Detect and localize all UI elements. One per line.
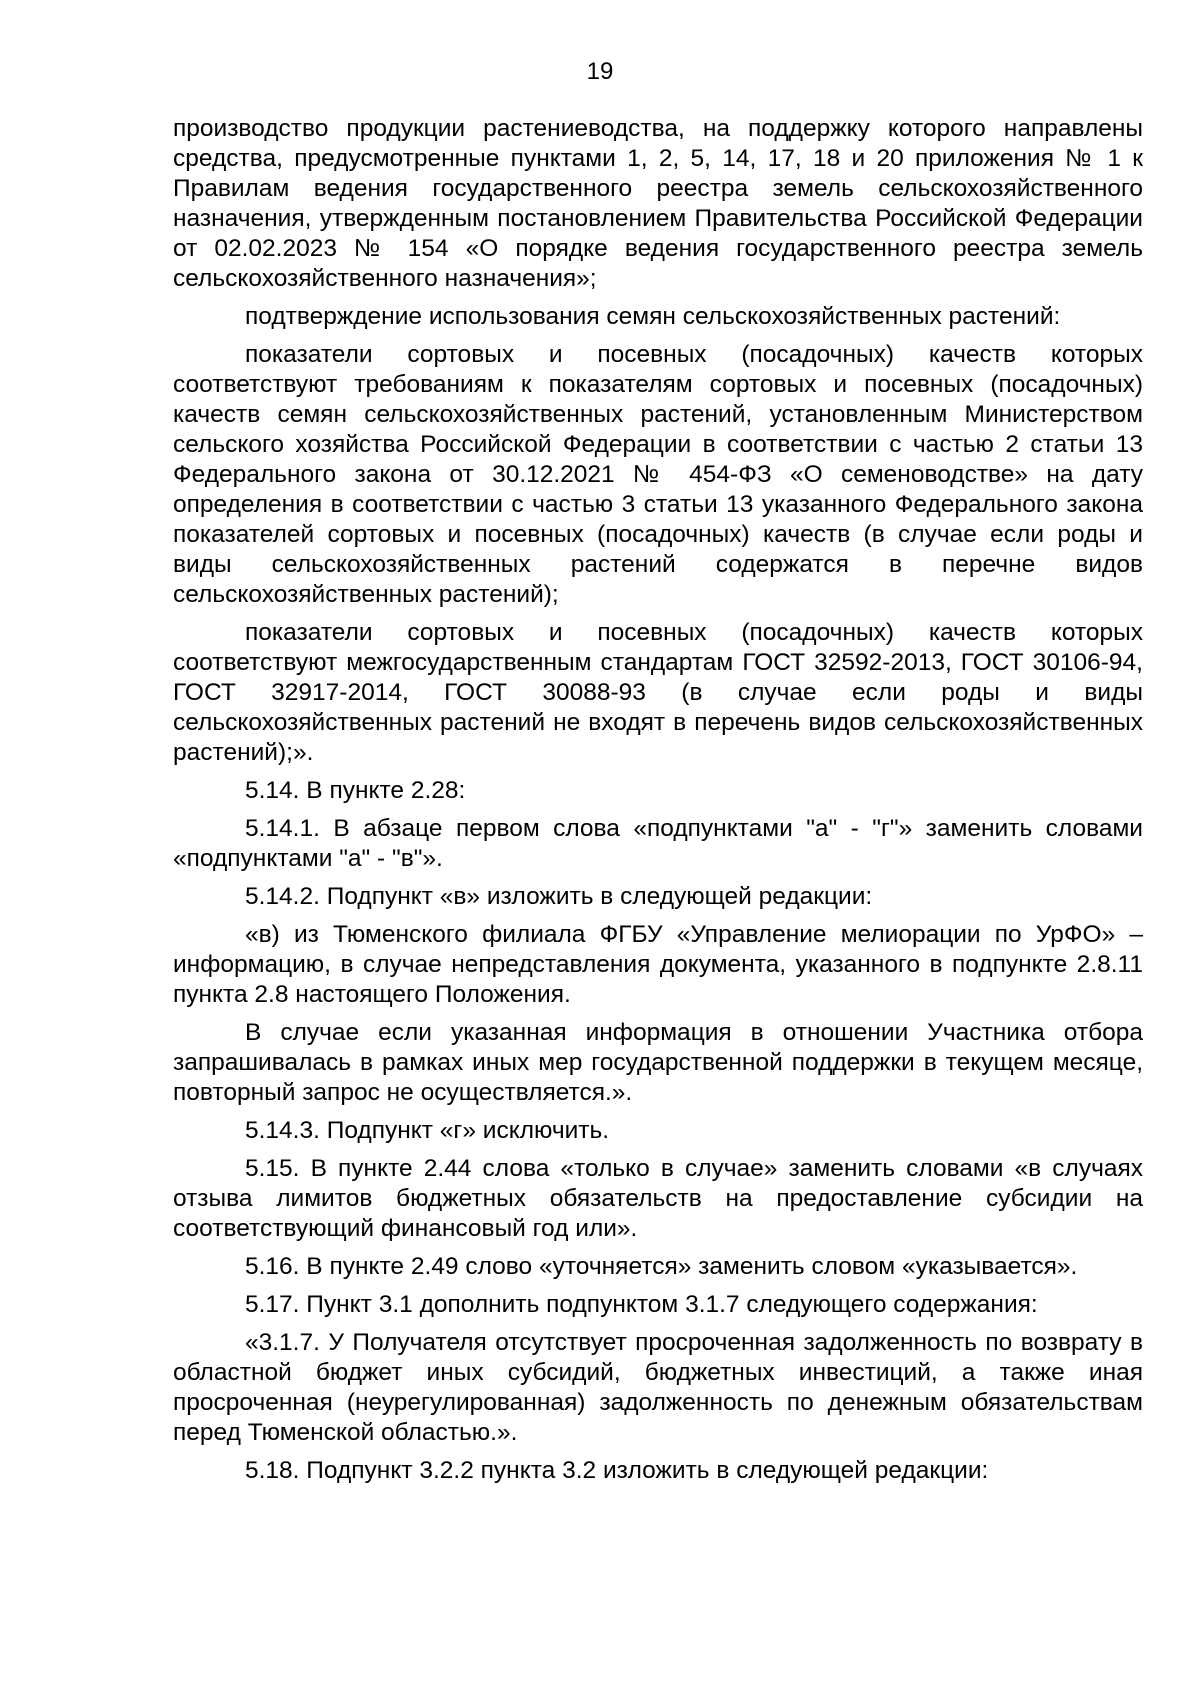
page-number: 19	[586, 58, 614, 85]
paragraph-5: 5.14. В пункте 2.28:	[245, 777, 466, 804]
paragraph-8: «в) из Тюменского филиала ФГБУ «Управление мелиорации по УрФО» – информацию, в случае непредставления документа, указанного в подпункте 2.8.11 пункта 2.8 настоящего Положения.	[173, 921, 1143, 1008]
paragraph-6: 5.14.1. В абзаце первом слова «подпунктами "а" - "г"» заменить словами «подпунктами "а" - "в"».	[173, 815, 1143, 872]
document-body	[173, 114, 1143, 1494]
paragraph-14: «3.1.7. У Получателя отсутствует просроченная задолженность по возврату в областной бюджет иных субсидий, бюджетных инвестиций, а также иная просроченная (неурегулированная) задолженность по денежным обязательствам перед Тюменской областью.».	[173, 1329, 1143, 1446]
paragraph-13: 5.17. Пункт 3.1 дополнить подпунктом 3.1.7 следующего содержания:	[245, 1291, 1038, 1318]
paragraph-9: В случае если указанная информация в отношении Участника отбора запрашивалась в рамках иных мер государственной поддержки в текущем месяце, повторный запрос не осуществляется.».	[173, 1019, 1143, 1106]
paragraph-3: показатели сортовых и посевных (посадочных) качеств которых соответствуют требованиям к показателям сортовых и посевных (посадочных) качеств семян сельскохозяйственных растений, установленным Министерством сельского хозяйства Российской Федерации в соответствии с частью 2 статьи 13 Федерального закона от 30.12.2021 № 454-ФЗ «О семеноводстве» на дату определения в соответствии с частью 3 статьи 13 указанного Федерального закона показателей сортовых и посевных (посадочных) качеств (в случае если роды и виды сельскохозяйственных растений содержатся в перечне видов сельскохозяйственных растений);	[173, 341, 1143, 608]
paragraph-10: 5.14.3. Подпункт «г» исключить.	[245, 1117, 610, 1144]
paragraph-12: 5.16. В пункте 2.49 слово «уточняется» заменить словом «указывается».	[245, 1253, 1078, 1280]
paragraph-4: показатели сортовых и посевных (посадочных) качеств которых соответствуют межгосударственным стандартам ГОСТ 32592-2013, ГОСТ 30106-94, ГОСТ 32917-2014, ГОСТ 30088-93 (в случае если роды и виды сельскохозяйственных растений не входят в перечень видов сельскохозяйственных растений);».	[173, 619, 1143, 766]
paragraph-2: подтверждение использования семян сельскохозяйственных растений:	[245, 303, 1061, 330]
paragraph-11: 5.15. В пункте 2.44 слова «только в случае» заменить словами «в случаях отзыва лимитов бюджетных обязательств на предоставление субсидии на соответствующий финансовый год или».	[173, 1155, 1143, 1242]
paragraph-1: производство продукции растениеводства, на поддержку которого направлены средства, предусмотренные пунктами 1, 2, 5, 14, 17, 18 и 20 приложения № 1 к Правилам ведения государственного реестра земель сельскохозяйственного назначения, утвержденным постановлением Правительства Российской Федерации от 02.02.2023 № 154 «О порядке ведения государственного реестра земель сельскохозяйственного назначения»;	[173, 115, 1143, 292]
paragraph-15: 5.18. Подпункт 3.2.2 пункта 3.2 изложить в следующей редакции:	[245, 1457, 989, 1484]
paragraph-7: 5.14.2. Подпункт «в» изложить в следующей редакции:	[245, 883, 873, 910]
